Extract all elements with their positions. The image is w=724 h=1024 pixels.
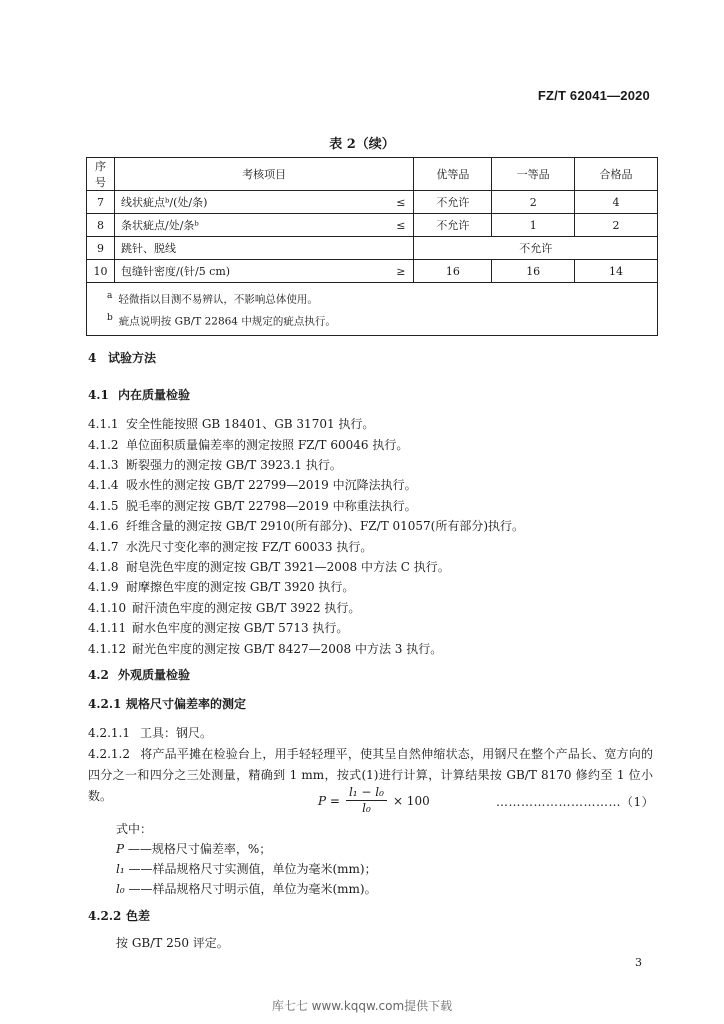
clause-number: 4.1.11 [88,621,127,635]
section-title: 内在质量检验 [118,388,191,402]
note-text: 轻微指以目测不易辨认，不影响总体使用。 [118,293,318,306]
clause [88,476,417,493]
clause-text: 纤维含量的测定按 GB/T 2910(所有部分)、FZ/T 01057(所有部分)执行。 [126,519,525,533]
clause [88,436,408,453]
cell-first: 2 [492,191,575,214]
clause-text: 耐水色牢度的测定按 GB/T 5713 执行。 [132,621,349,635]
table-row [87,237,658,260]
section-title: 规格尺寸偏差率的测定 [126,697,247,711]
table-header: 优等品 [414,158,492,191]
table-note [107,287,647,309]
clause [88,538,372,555]
item-label: 跳针、脱线 [120,242,176,255]
section-number: 4.2.1 [88,697,122,711]
clause-number: 4.1.10 [88,601,127,615]
formula-fraction [346,785,387,816]
formula-rhs: × 100 [392,793,430,808]
table-header: 一等品 [492,158,575,191]
clause-number: 4.1.5 [88,499,119,513]
table-note [107,309,647,331]
table-title: 表 2（续） [329,137,395,152]
section-number: 4.2.2 [88,909,122,923]
section-title: 试验方法 [108,351,157,365]
clause [88,599,360,616]
formula-numerator: l₁ − l₀ [346,785,387,801]
section-title: 色差 [126,909,151,923]
clause-number: 4.1.12 [88,642,127,656]
section-number: 4.2 [88,668,109,682]
table-header: 序号 [87,158,115,191]
cell-pass: 14 [575,260,658,283]
clause-text: 按 GB/T 250 评定。 [116,936,229,950]
clause-number: 4.2.1.2 [88,747,130,761]
spec-table [86,157,658,336]
comparison-sign: ≥ [396,264,406,278]
formula-label: …………………………（1） [496,795,655,809]
section-heading [88,907,150,924]
row-item [114,237,413,260]
definition-symbol: l₀ [116,882,125,896]
item-label: 线状疵点ᵇ/(处/条) [120,196,208,209]
item-label: 条状疵点/处/条ᵇ [120,219,199,232]
cell-excellent: 不允许 [414,214,492,237]
comparison-sign: ≤ [396,195,406,209]
section-number: 4.1 [88,388,109,402]
clause-number: 4.1.4 [88,478,119,492]
clause-text: 吸水性的测定按 GB/T 22799—2019 中沉降法执行。 [126,478,417,492]
clause-text: 断裂强力的测定按 GB/T 3923.1 执行。 [126,458,342,472]
clause [88,640,442,657]
section-heading [88,349,156,366]
row-item [114,214,413,237]
comparison-sign: ≤ [396,218,406,232]
row-number: 8 [87,214,115,237]
section-heading [88,695,246,712]
cell-excellent: 16 [414,260,492,283]
table-header-row [87,158,658,191]
row-number: 9 [87,237,115,260]
table-notes-row [87,283,658,336]
clause-text: 单位面积质量偏差率的测定按照 FZ/T 60046 执行。 [126,438,409,452]
cell-pass: 2 [575,214,658,237]
note-mark: b [107,312,113,323]
clause-text: 耐光色牢度的测定按 GB/T 8427—2008 中方法 3 执行。 [132,642,443,656]
formula-denominator: l₀ [362,801,371,815]
cell-first: 1 [492,214,575,237]
formula [318,785,430,816]
section-title: 外观质量检验 [118,668,191,682]
clause [88,517,524,534]
clause [88,619,348,636]
definition-text: ——规格尺寸偏差率，%； [127,842,272,856]
page-number: 3 [635,956,642,969]
table-header: 考核项目 [114,158,413,191]
clause [88,558,450,575]
clause-text: 耐摩擦色牢度的测定按 GB/T 3920 执行。 [126,580,355,594]
clause-number: 4.1.3 [88,458,119,472]
item-label: 包缝针密度/(针/5 cm) [120,265,231,278]
clause-text: 耐汗渍色牢度的测定按 GB/T 3922 执行。 [132,601,361,615]
standard-code: FZ/T 62041—2020 [537,88,650,103]
definition-text: ——样品规格尺寸实测值，单位为毫米(mm)； [128,862,377,876]
table-header: 合格品 [575,158,658,191]
clause-number: 4.1.6 [88,519,119,533]
note-mark: a [107,291,113,301]
section-number: 4 [88,351,97,365]
download-watermark: 库七七 www.kqqw.com提供下载 [271,999,453,1013]
clause-text: 将产品平摊在检验台上，用手轻轻理平，使其呈自然伸缩状态，用钢尺在整个产品长、宽方向的四分之一和四分之三处测量，精确到 1 mm，按式(1)进行计算，计算结果按 GB/T 8170 修约至 1 位小数。 [88,747,653,803]
clause-text: 耐皂洗色牢度的测定按 GB/T 3921—2008 中方法 C 执行。 [126,560,450,574]
definition [116,859,377,879]
table-row [87,260,658,283]
note-text: 疵点说明按 GB/T 22864 中规定的疵点执行。 [118,315,336,327]
clause-text: 安全性能按照 GB 18401、GB 31701 执行。 [126,417,375,431]
cell-first: 16 [492,260,575,283]
clause-text: 脱毛率的测定按 GB/T 22798—2019 中称重法执行。 [126,499,417,513]
definition-symbol: P [116,842,125,856]
clause-number: 4.1.7 [88,540,119,554]
definition-symbol: l₁ [116,862,125,876]
table-notes [87,283,658,336]
section-heading [88,666,190,683]
table-row [87,191,658,214]
definition [116,839,271,859]
clause [88,578,354,595]
formula-lhs: P = [318,793,340,808]
clause-number: 4.1.9 [88,580,119,594]
section-heading [88,386,190,403]
cell-merged: 不允许 [414,237,658,260]
clause-number: 4.1.2 [88,438,119,452]
row-number: 7 [87,191,115,214]
definition [116,879,377,899]
where-label: 式中： [116,822,153,836]
clause-number: 4.1.8 [88,560,119,574]
cell-pass: 4 [575,191,658,214]
clause-number: 4.2.1.1 [88,726,130,740]
row-number: 10 [87,260,115,283]
clause [88,456,342,473]
clause [88,415,374,432]
clause-number: 4.1.1 [88,417,119,431]
definition-text: ——样品规格尺寸明示值，单位为毫米(mm)。 [128,882,377,896]
cell-excellent: 不允许 [414,191,492,214]
clause-text: 工具：钢尺。 [140,726,213,740]
row-item [114,191,413,214]
row-item [114,260,413,283]
clause [88,497,417,514]
table-row [87,214,658,237]
clause-text: 水洗尺寸变化率的测定按 FZ/T 60033 执行。 [126,540,373,554]
